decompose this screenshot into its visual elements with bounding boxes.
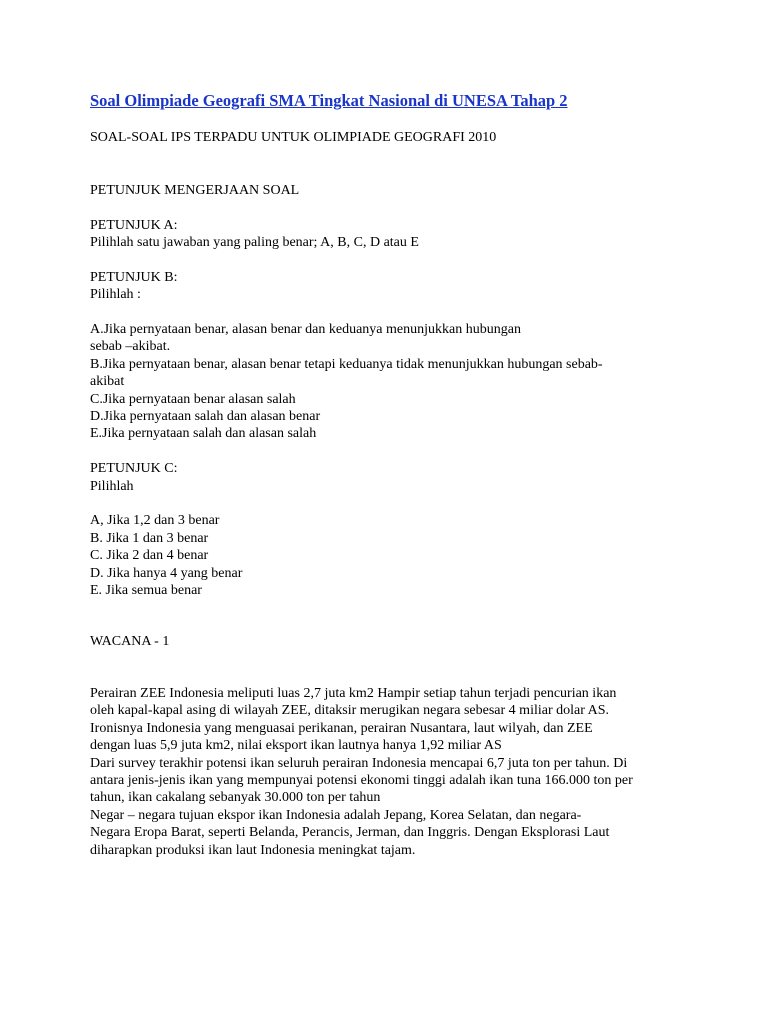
list-item: E.Jika pernyataan salah dan alasan salah (90, 426, 317, 442)
document-title-link[interactable]: Soal Olimpiade Geografi SMA Tingkat Nasional di UNESA Tahap 2 (90, 91, 568, 110)
instructions-heading: PETUNJUK MENGERJAAN SOAL (90, 182, 300, 198)
petunjuk-b-options (90, 321, 690, 443)
paragraph-line: tahun, ikan cakalang sebanyak 30.000 ton per tahun (90, 790, 381, 806)
document-page (90, 91, 690, 859)
list-item: A.Jika pernyataan benar, alasan benar dan keduanya menunjukkan hubungan (90, 322, 521, 338)
paragraph-line: diharapkan produksi ikan laut Indonesia meningkat tajam. (90, 842, 416, 858)
list-item: A, Jika 1,2 dan 3 benar (90, 513, 220, 529)
list-item: B. Jika 1 dan 3 benar (90, 530, 209, 546)
paragraph-line: Perairan ZEE Indonesia meliputi luas 2,7 juta km2 Hampir setiap tahun terjadi pencurian ikan (90, 685, 617, 701)
list-item: B.Jika pernyataan benar, alasan benar tetapi keduanya tidak menunjukkan hubungan sebab- (90, 356, 603, 372)
paragraph-line: Negar – negara tujuan ekspor ikan Indonesia adalah Jepang, Korea Selatan, dan negara- (90, 807, 582, 823)
list-item: C. Jika 2 dan 4 benar (90, 548, 209, 564)
petunjuk-c-heading: PETUNJUK C: (90, 461, 178, 477)
list-item: E. Jika semua benar (90, 583, 202, 599)
list-item: D.Jika pernyataan salah dan alasan benar (90, 409, 321, 425)
petunjuk-c-options (90, 512, 690, 599)
petunjuk-c-intro: Pilihlah (90, 478, 134, 494)
subtitle: SOAL-SOAL IPS TERPADU UNTUK OLIMPIADE GEOGRAFI 2010 (90, 130, 497, 146)
paragraph-line: Dari survey terakhir potensi ikan seluruh perairan Indonesia mencapai 6,7 juta ton per tahun. Di (90, 755, 628, 771)
wacana-heading: WACANA - 1 (90, 634, 170, 650)
paragraph-line: dengan luas 5,9 juta km2, nilai eksport ikan lautnya hanya 1,92 miliar AS (90, 738, 502, 754)
paragraph-line: oleh kapal-kapal asing di wilayah ZEE, ditaksir merugikan negara sebesar 4 miliar dolar AS. (90, 703, 610, 719)
petunjuk-b-heading: PETUNJUK B: (90, 269, 178, 285)
list-item: D. Jika hanya 4 yang benar (90, 565, 243, 581)
paragraph-line: antara jenis-jenis ikan yang mempunyai potensi ekonomi tinggi adalah ikan tuna 166.000 ton per (90, 772, 633, 788)
paragraph-line: Ironisnya Indonesia yang menguasai perikanan, perairan Nusantara, laut wilyah, dan ZEE (90, 720, 593, 736)
petunjuk-a-heading: PETUNJUK A: (90, 217, 178, 233)
petunjuk-a-text: Pilihlah satu jawaban yang paling benar; A, B, C, D atau E (90, 235, 419, 251)
paragraph-line: Negara Eropa Barat, seperti Belanda, Perancis, Jerman, dan Inggris. Dengan Eksplorasi Laut (90, 825, 610, 841)
list-item: sebab –akibat. (90, 339, 171, 355)
list-item: akibat (90, 374, 125, 390)
wacana-paragraph (90, 685, 690, 859)
petunjuk-b-intro: Pilihlah : (90, 287, 141, 303)
list-item: C.Jika pernyataan benar alasan salah (90, 391, 296, 407)
